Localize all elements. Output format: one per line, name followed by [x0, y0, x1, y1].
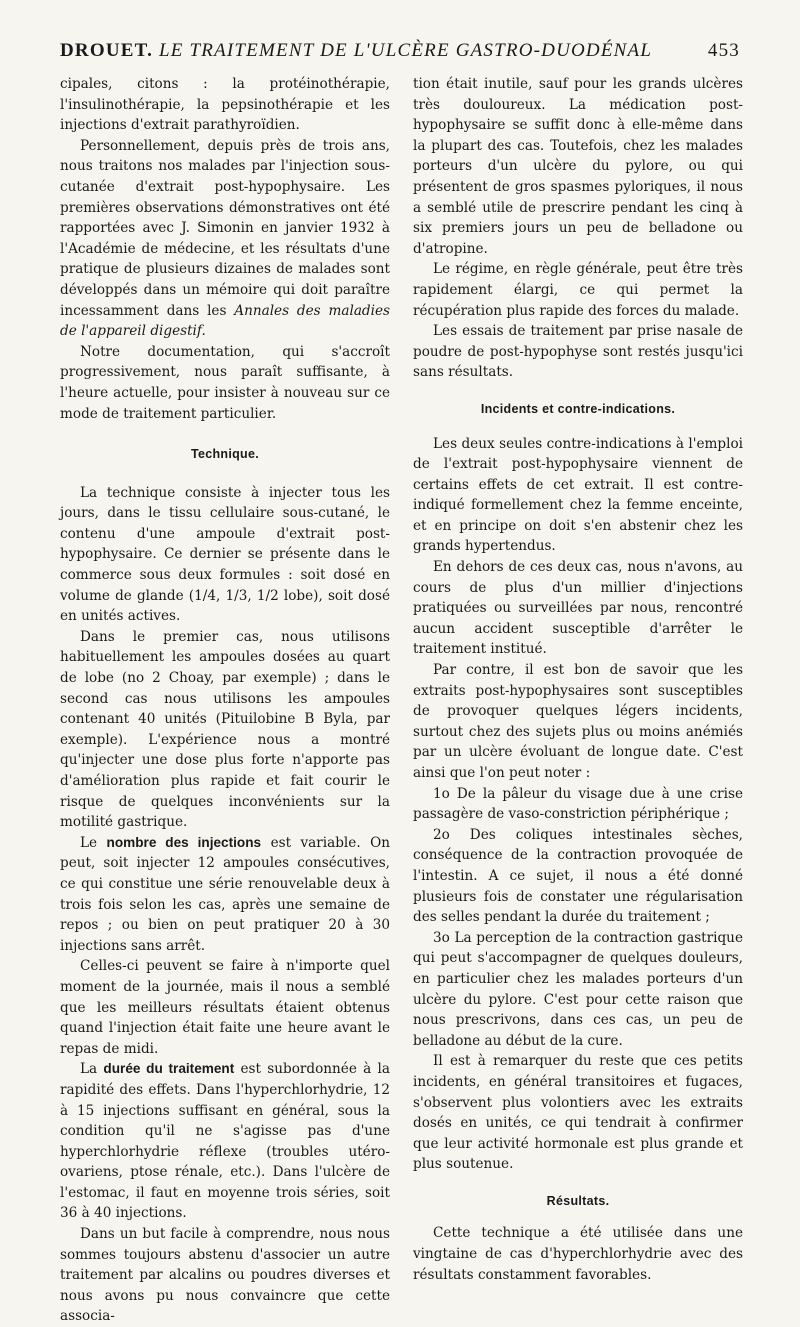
- paragraph-text: Personnellement, depuis près de trois ans, nous traitons nos malades par l'injection sous-cutanée d'extrait post-hypophysaire. Les premières observations démonstratives ont été rapportées avec J. Simonin en janvier 1932 à l'Académie de médecine, et les résultats d'une pratique de plusieurs dizaines de malades sont développés dans un mémoire qui doit paraître incessamment dans les: [60, 137, 390, 319]
- running-header: [60, 40, 740, 68]
- bold-term: nombre des injections: [106, 834, 262, 850]
- paragraph-text: est subordonnée à la rapidité des effets. Dans l'hyperchlorhydrie, 12 à 15 injections suffisant en général, sous la condition qu'il ne s'agisse pas d'une hyperchlorhydrie réflexe (troubles utéro-ovariens, ptose rénale, etc.). Dans l'ulcère de l'estomac, il faut en moyenne trois séries, soit 36 à 40 injections.: [60, 1061, 390, 1222]
- journal-title: Annales des maladies de l'appareil digestif.: [60, 302, 390, 340]
- paragraph: En dehors de ces deux cas, nous n'avons, au cours de plus d'un millier d'injections pratiquées ou surveillées par nous, rencontré aucun accident susceptible d'arrêter le traitement institué.: [413, 559, 743, 658]
- paragraph: [60, 136, 390, 342]
- left-column: [60, 74, 390, 1327]
- paragraph-lead: La: [80, 1061, 98, 1078]
- paragraph: Les essais de traitement par prise nasale de poudre de post-hypophyse sont restés jusqu'ici sans résultats.: [413, 323, 743, 381]
- paragraph: La technique consiste à injecter tous les jours, dans le tissu cellulaire sous-cutané, le contenu d'une ampoule d'extrait post-hypophysaire. Ce dernier se présente dans le commerce sous deux formules : soit dosé en volume de glande (1/4, 1/3, 1/2 lobe), soit dosé en unités actives.: [60, 484, 390, 625]
- paragraph: Le régime, en règle générale, peut être très rapidement élargi, ce qui permet la récupération plus rapide des forces du malade.: [413, 261, 743, 319]
- paragraph: Notre documentation, qui s'accroît progressivement, nous paraît suffisante, à l'heure actuelle, pour insister à nouveau sur ce mode de traitement particulier.: [60, 343, 390, 422]
- bold-term: durée du traitement: [103, 1061, 235, 1077]
- section-heading-resultats: Résultats.: [546, 1193, 610, 1208]
- paragraph: Par contre, il est bon de savoir que les extraits post-hypophysaires sont susceptibles de provoquer quelques légers incidents, surtout chez des sujets plus ou moins anémiés par un ulcère évoluant de longue date. C'est ainsi que l'on peut noter :: [413, 662, 743, 781]
- right-column: [413, 74, 743, 1285]
- paragraph: Celles-ci peuvent se faire à n'importe quel moment de la journée, mais il nous a semblé que les meilleurs résultats étaient obtenus quand l'injection était faite une heure avant le repas de midi.: [60, 958, 390, 1057]
- paragraph: Dans un but facile à comprendre, nous nous sommes toujours abstenu d'associer un autre traitement par alcalins ou poudres diverses et nous avons pu nous convaincre que cette associa-: [60, 1226, 390, 1325]
- section-heading-incidents: Incidents et contre-indications.: [480, 401, 676, 416]
- header-title: LE TRAITEMENT DE L'ULCÈRE GASTRO-DUODÉNAL: [158, 40, 653, 61]
- paragraph: Dans le premier cas, nous utilisons habituellement les ampoules dosées au quart de lobe (no 2 Choay, par exemple) ; dans le second cas nous utilisons les ampoules contenant 40 unités (Pituilobine B Byla, par exemple). L'expérience nous a montré qu'injecter une dose plus forte n'apporte pas d'amélioration plus rapide et fait courir le risque de quelques inconvénients sur la motilité gastrique.: [60, 628, 390, 831]
- header-author: DROUET.: [60, 40, 154, 61]
- paragraph: Cette technique a été utilisée dans une vingtaine de cas d'hyperchlorhydrie avec des résultats constamment favorables.: [413, 1225, 743, 1283]
- paragraph-lead: Le: [80, 834, 98, 851]
- list-item: 3o La perception de la contraction gastrique qui peut s'accompagner de quelques douleurs, en particulier chez les malades porteurs d'un ulcère du pylore. C'est pour cette raison que nous prescrivons, dans ces cas, un peu de belladone au début de la cure.: [413, 929, 743, 1049]
- paragraph: [60, 1059, 390, 1224]
- paragraph: Il est à remarquer du reste que ces petits incidents, en général transitoires et fugaces, s'observent plus volontiers avec les extraits dosés en unités, ce qui tendrait à confirmer que leur activité hormonale est plus grande et plus soutenue.: [413, 1053, 743, 1173]
- paragraph-text: est variable. On peut, soit injecter 12 ampoules consécutives, ce qui constitue une série renouvelable deux à trois fois selon les cas, après une semaine de repos ; ou bien on peut pratiquer 20 à 30 injections sans arrêt.: [60, 834, 391, 954]
- paragraph: [60, 833, 390, 957]
- page-number: 453: [707, 40, 740, 61]
- paragraph: tion était inutile, sauf pour les grands ulcères très douloureux. La médication post-hypophysaire se suffit donc à elle-même dans la plupart des cas. Toutefois, chez les malades porteurs d'un ulcère du pylore, ou qui présentent de gros spasmes pyloriques, il nous a semblé utile de prescrire pendant les cinq à six premiers jours un peu de belladone ou d'atropine.: [413, 76, 743, 257]
- paragraph: cipales, citons : la protéinothérapie, l'insulinothérapie, la pepsinothérapie et les injections d'extrait parathyroïdien.: [60, 76, 390, 134]
- list-item: 2o Des coliques intestinales sèches, conséquence de la contraction provoquée de l'intestin. A ce sujet, il nous a été donné plusieurs fois de constater une régularisation des selles pendant la durée du traitement ;: [413, 826, 743, 926]
- section-heading-technique: Technique.: [190, 447, 260, 462]
- list-item: 1o De la pâleur du visage due à une crise passagère de vaso-constriction périphérique ;: [413, 785, 743, 823]
- paragraph: Les deux seules contre-indications à l'emploi de l'extrait post-hypophysaire viennent de certains effets de cet extrait. Il est contre-indiqué formellement chez la femme enceinte, et en principe on doit s'en abstenir chez les grands hypertendus.: [413, 435, 743, 555]
